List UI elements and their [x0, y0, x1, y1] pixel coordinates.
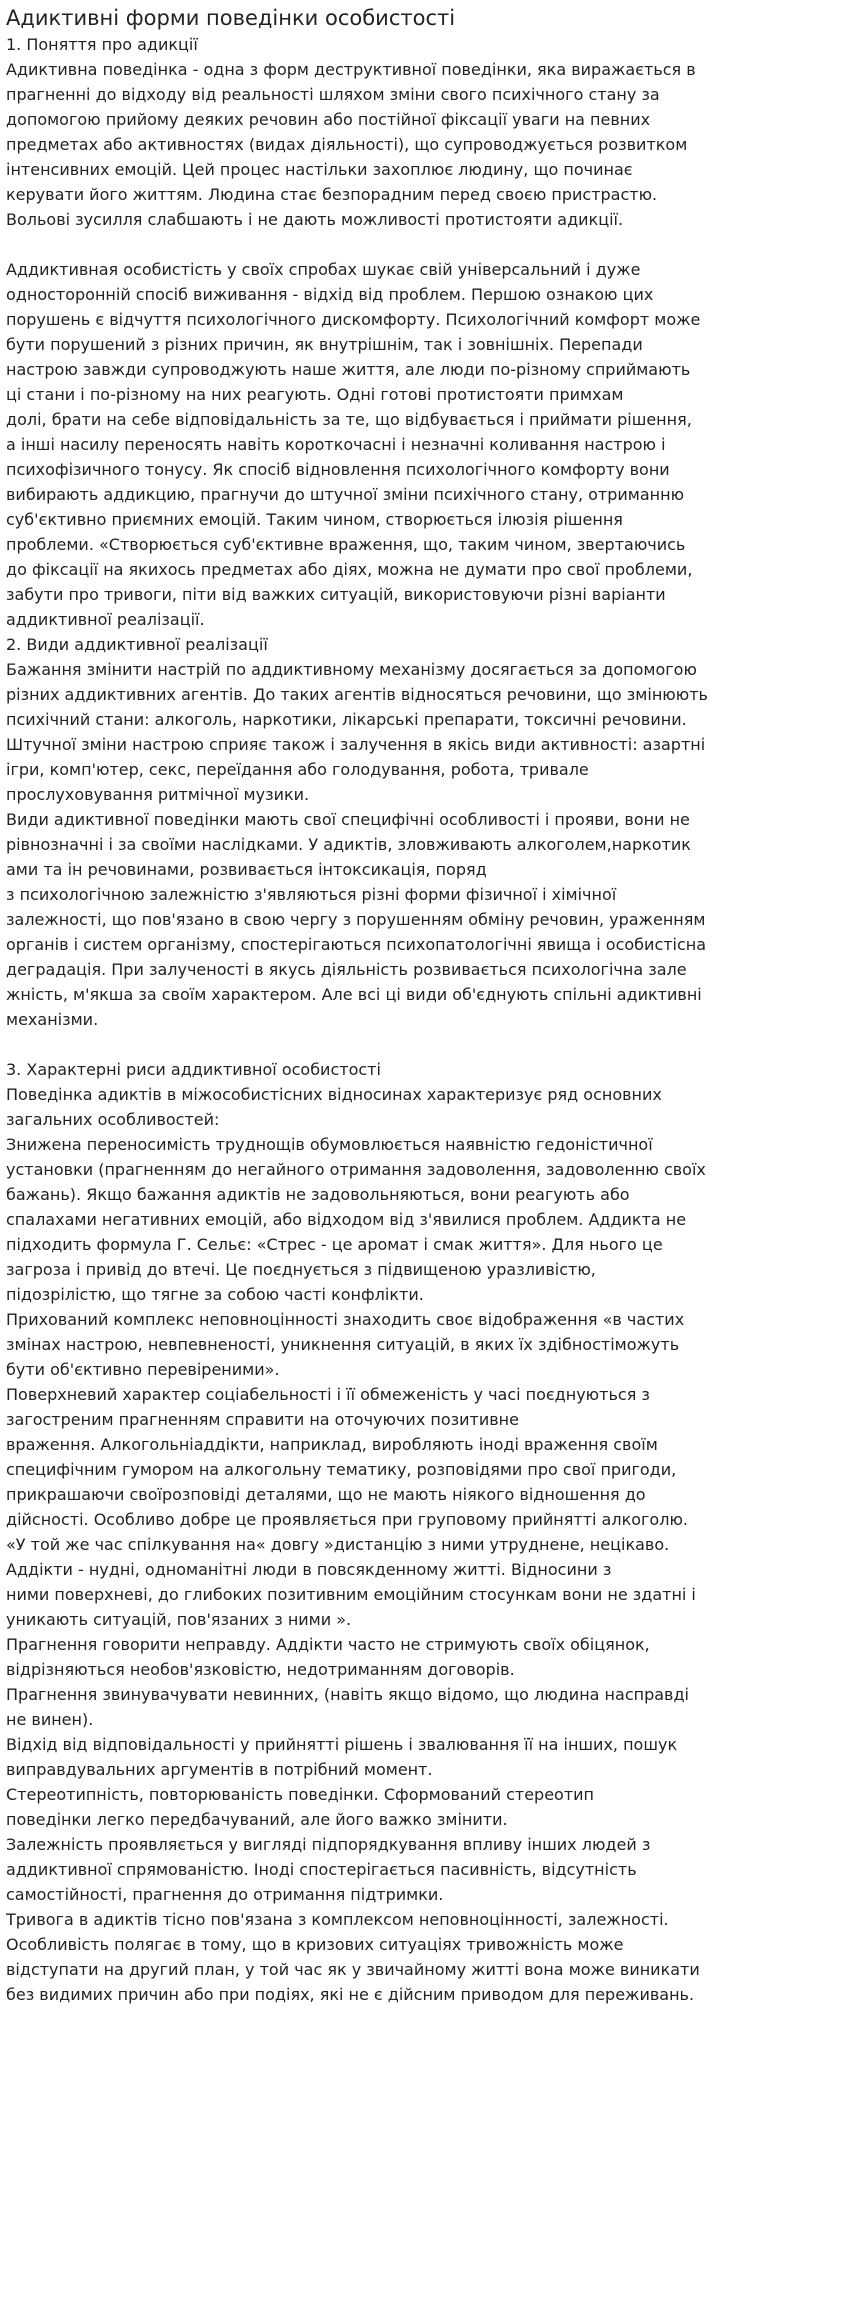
- paragraph-trait-avoiding-responsibility: Відхід від відповідальності у прийнятті рішень і звалювання її на інших, пошук виправдувальних аргументів в потрібний момент.: [6, 1735, 678, 1779]
- section-heading-concept: 1. Поняття про адикції: [6, 35, 198, 54]
- section-heading-types: 2. Види аддиктивної реалізації: [6, 635, 268, 654]
- section-types: [6, 632, 839, 1032]
- paragraph-trait-blaming: Прагнення звинувачувати невинних, (навіть якщо відомо, що людина насправді не винен).: [6, 1685, 689, 1729]
- paragraph-trait-anxiety: Тривога в адиктів тісно пов'язана з комплексом неповноцінності, залежності. Особливість полягає в тому, що в кризових ситуаціях тривожність може відступати на другий план, у той час як у звичайному житті вона може виникати без видимих причин або при подіях, які не є дійсним приводом для переживань.: [6, 1910, 700, 2004]
- paragraph-definition: Адиктивна поведінка - одна з форм деструктивної поведінки, яка виражається в прагненні до відходу від реальності шляхом зміни свого психічного стану за допомогою прийому деяких речовин або постійної фіксації уваги на певних предметах або активностях (видах діяльності), що супроводжується розвитком інтенсивних емоцій. Цей процес настільки захоплює людину, що починає керувати його життям. Людина стає безпорадним перед своєю пристрастю. Вольові зусилля слабшають і не дають можливості протистояти адикції.: [6, 60, 696, 229]
- paragraph-trait-superficial-sociability: Поверхневий характер соціабельності і її обмеженість у часі поєднуються з загостреним прагненням справити на оточуючих позитивне враження. Алкогольніаддікти, наприклад, виробляють іноді враження своїм специфічним гумором на алкогольну тематику, розповідями про свої пригоди, прикрашаючи своїрозповіді деталями, що не мають ніякого відношення до дійсності. Особливо добре це проявляється при груповому прийнятті алкоголю. «У той же час спілкування на« довгу »дистанцію з ними утруднене, нецікаво. Аддікти - нудні, одноманітні люди в повсякденному житті. Відносини з ними поверхневі, до глибоких позитивним емоційним стосункам вони не здатні і уникають ситуацій, пов'язаних з ними ».: [6, 1385, 696, 1629]
- section-concept: [6, 32, 839, 632]
- paragraph-trait-inferiority: Прихований комплекс неповноцінності знаходить своє відображення «в частих змінах настрою, невпевненості, уникнення ситуацій, в яких їх здібностіможуть бути об'єктивно перевіреними».: [6, 1310, 685, 1379]
- page-title: Адиктивні форми поведінки особистості: [6, 6, 456, 30]
- paragraph-specifics: Види адиктивної поведінки мають свої специфічні особливості і прояви, вони не рівнозначні і за своїми наслідками. У адиктів, зловживають алкоголем,наркотик ами та ін речовинами, розвивається інтоксикація, поряд з психологічною залежністю з'являються різні форми фізичної і хімічної залежності, що пов'язано в свою чергу з порушенням обміну речовин, ураженням органів і систем організму, спостерігаються психопатологічні явища і особистісна деградація. При залученості в якусь діяльність розвивається психологічна зале жність, м'якша за своїм характером. Але всі ці види об'єднують спільні адиктивні механізми.: [6, 810, 707, 1029]
- paragraph-trait-lying: Прагнення говорити неправду. Аддікти часто не стримують своїх обіцянок, відрізняються необов'язковістю, недотриманням договорів.: [6, 1635, 650, 1679]
- section-spacer: [6, 1032, 839, 1057]
- paragraph-addictive-personality: Аддиктивная особистість у своїх спробах шукає свій універсальний і дуже односторонній спосіб виживання - відхід від проблем. Першою ознакою цих порушень є відчуття психологічного дискомфорту. Психологічний комфорт може бути порушений з різних причин, як внутрішнім, так і зовнішніх. Перепади настрою завжди супроводжують наше життя, але люди по-різному сприймають ці стани і по-різному на них реагують. Одні готові протистояти примхам долі, брати на себе відповідальність за те, що відбувається і приймати рішення, а інші насилу переносять навіть короткочасні і незначні коливання настрою і психофізичного тонусу. Як спосіб відновлення психологічного комфорту вони вибирають аддикцию, прагнучи до штучної зміни психічного стану, отриманню суб'єктивно приємних емоцій. Таким чином, створюється ілюзія рішення проблеми. «Створюється суб'єктивне враження, що, таким чином, звертаючись до фіксації на якихось предметах або діях, можна не думати про свої проблеми, забути про тривоги, піти від важких ситуацій, використовуючи різні варіанти аддиктивної реалізації.: [6, 260, 701, 629]
- section-heading-traits: 3. Характерні риси аддиктивної особистості: [6, 1060, 381, 1079]
- paragraph-trait-stereotypy: Стереотипність, повторюваність поведінки. Сформований стереотип поведінки легко передбачуваний, але його важко змінити.: [6, 1785, 595, 1829]
- paragraph-trait-low-tolerance: Знижена переносимість труднощів обумовлюється наявністю гедоністичної установки (прагненням до негайного отримання задоволення, задоволенню своїх бажань). Якщо бажання адиктів не задовольняються, вони реагують або спалахами негативних емоцій, або відходом від з'явилися проблем. Аддикта не підходить формула Г. Сельє: «Стрес - це аромат і смак життя». Для нього це загроза і привід до втечі. Це поєднується з підвищеною уразливістю, підозрілістю, що тягне за собою часті конфлікти.: [6, 1135, 706, 1304]
- paragraph-agents: Бажання змінити настрій по аддиктивному механізму досягається за допомогою різних аддиктивних агентів. До таких агентів відносяться речовини, що змінюють психічний стани: алкоголь, наркотики, лікарські препарати, токсичні речовини. Штучної зміни настрою сприяє також і залучення в якісь види активності: азартні ігри, комп'ютер, секс, переїдання або голодування, робота, тривале прослуховування ритмічної музики.: [6, 660, 708, 804]
- section-traits: [6, 1057, 839, 2007]
- paragraph-traits-intro: Поведінка адиктів в міжособистісних відносинах характеризує ряд основних загальних особливостей:: [6, 1085, 662, 1129]
- paragraph-spacer: [6, 232, 839, 257]
- paragraph-trait-dependence: Залежність проявляється у вигляді підпорядкування впливу інших людей з аддиктивної спрямованістю. Іноді спостерігається пасивність, відсутність самостійності, прагнення до отримання підтримки.: [6, 1835, 651, 1904]
